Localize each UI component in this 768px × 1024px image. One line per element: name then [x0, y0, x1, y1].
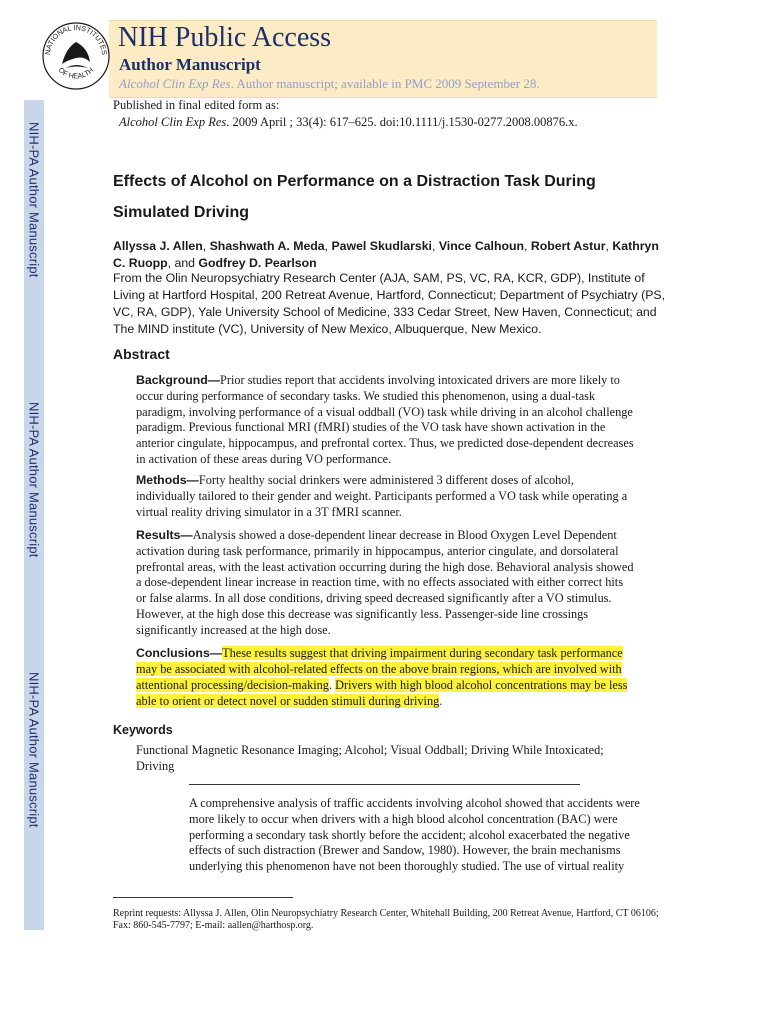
author-name: Allyssa J. Allen [113, 239, 203, 253]
affiliation: From the Olin Neuropsychiatry Research Center (AJA, SAM, PS, VC, RA, KCR, GDP), Institute of Living at Hartford Hospital, 200 Retreat Avenue, Hartford, Connecticut; Department of Psychiatry (PS, VC, RA, GDP), Yale University School of Medicine, 333 Cedar Street, New Haven, Connecticut; and The MIND institute (VC), University of New Mexico, Albuquerque, New Mexico. [113, 271, 666, 336]
side-label-3: NIH-PA Author Manuscript [26, 672, 42, 828]
svg-text:NATIONAL INSTITUTES: NATIONAL INSTITUTES [42, 22, 110, 56]
svg-text:OF HEALTH: OF HEALTH [56, 65, 96, 81]
author-list: Allyssa J. Allen, Shashwath A. Meda, Pawel Skudlarski, Vince Calhoun, Robert Astur, Kathryn C. Ruopp, and Godfrey D. Pearlson [113, 239, 659, 270]
author-name: Vince Calhoun [438, 239, 524, 253]
footnote: Reprint requests: Allyssa J. Allen, Olin Neuropsychiatry Research Center, Whitehall Building, 200 Retreat Avenue, Hartford, CT 06106; Fax: 860-545-7797; E-mail: aallen@harthosp.org. [113, 908, 659, 931]
intro-paragraph: A comprehensive analysis of traffic accidents involving alcohol showed that accidents were more likely to occur when drivers with a high blood alcohol concentration (BAC) were performing a secondary task shortly before the accident; alcohol exacerbated the negative effects of such distraction (Brewer and Sandow, 1980). However, the brain mechanisms underlying this phenomenon have not been thoroughly studied. The use of virtual reality [189, 796, 640, 874]
nih-logo-icon [40, 18, 112, 90]
abstract-methods: Methods—Forty healthy social drinkers were administered 3 different doses of alcohol, individually tailored to their gender and weight. Participants performed a VO task while operating a virtual reality driving simulator in a 3T fMRI scanner. [136, 473, 628, 519]
side-label-2: NIH-PA Author Manuscript [26, 402, 42, 558]
author-name: Kathryn C. Ruopp [113, 239, 659, 270]
nih-public-access-title: NIH Public Access [118, 22, 332, 53]
author-name: Shashwath A. Meda [209, 239, 325, 253]
publication-citation: Alcohol Clin Exp Res. 2009 April ; 33(4): 617–625. doi:10.1111/j.1530-0277.2008.00876.x. [119, 115, 578, 129]
published-label: Published in final edited form as: [113, 98, 280, 112]
author-name: Godfrey D. Pearlson [198, 256, 317, 270]
author-name: Pawel Skudlarski [331, 239, 432, 253]
author-manuscript-label: Author Manuscript [119, 55, 261, 74]
journal-availability: Alcohol Clin Exp Res. Author manuscript; available in PMC 2009 September 28. [119, 76, 540, 91]
abstract-background: Background—Prior studies report that accidents involving intoxicated drivers are more likely to occur during performance of secondary tasks. We studied this phenomenon, using a dual-task paradigm, involving performance of a visual oddball (VO) task while driving in an alcohol challenge paradigm. Previous functional MRI (fMRI) studies of the VO task have shown activation in the anterior cingulate, hippocampus, and prefrontal cortex. Thus, we predicted dose-dependent decreases in activation of these areas during VO performance. [136, 373, 634, 466]
highlighted-text: These results suggest that driving impairment during secondary task performance may be associated with alcohol-related effects on the above brain regions, which are involved with attentional processing/decision-making [136, 646, 623, 692]
side-label-1: NIH-PA Author Manuscript [26, 122, 42, 278]
footnote-divider [113, 897, 293, 898]
keywords-text: Functional Magnetic Resonance Imaging; Alcohol; Visual Oddball; Driving While Intoxicated; Driving [136, 743, 604, 773]
abstract-results: Results—Analysis showed a dose-dependent linear decrease in Blood Oxygen Level Dependent activation during task performance, primarily in hippocampus, anterior cingulate, and dorsolateral prefrontal areas, with the least activation occurring during the high dose. Behavioral analysis showed a dose-dependent linear increase in reaction time, with no effects associated with either correct hits or false alarms. In all dose conditions, driving speed decreased significantly after a VO stimulus. However, at the high dose this decrease was significantly less. Passenger-side line crossings significantly increased at the high dose. [136, 528, 634, 637]
paper-title: Effects of Alcohol on Performance on a Distraction Task During Simulated Driving [113, 173, 596, 221]
divider [189, 784, 580, 785]
abstract-conclusions: Conclusions—These results suggest that driving impairment during secondary task performance may be associated with alcohol-related effects on the above brain regions, which are involved with attentional processing/decision-making. Drivers with high blood alcohol concentrations may be less able to orient or detect novel or sudden stimuli during driving. [136, 646, 628, 708]
keywords-heading: Keywords [113, 723, 173, 737]
highlighted-text: Drivers with high blood alcohol concentrations may be less able to orient or detect novel or sudden stimuli during driving [136, 678, 628, 708]
author-name: Robert Astur [530, 239, 606, 253]
abstract-heading: Abstract [113, 346, 170, 362]
